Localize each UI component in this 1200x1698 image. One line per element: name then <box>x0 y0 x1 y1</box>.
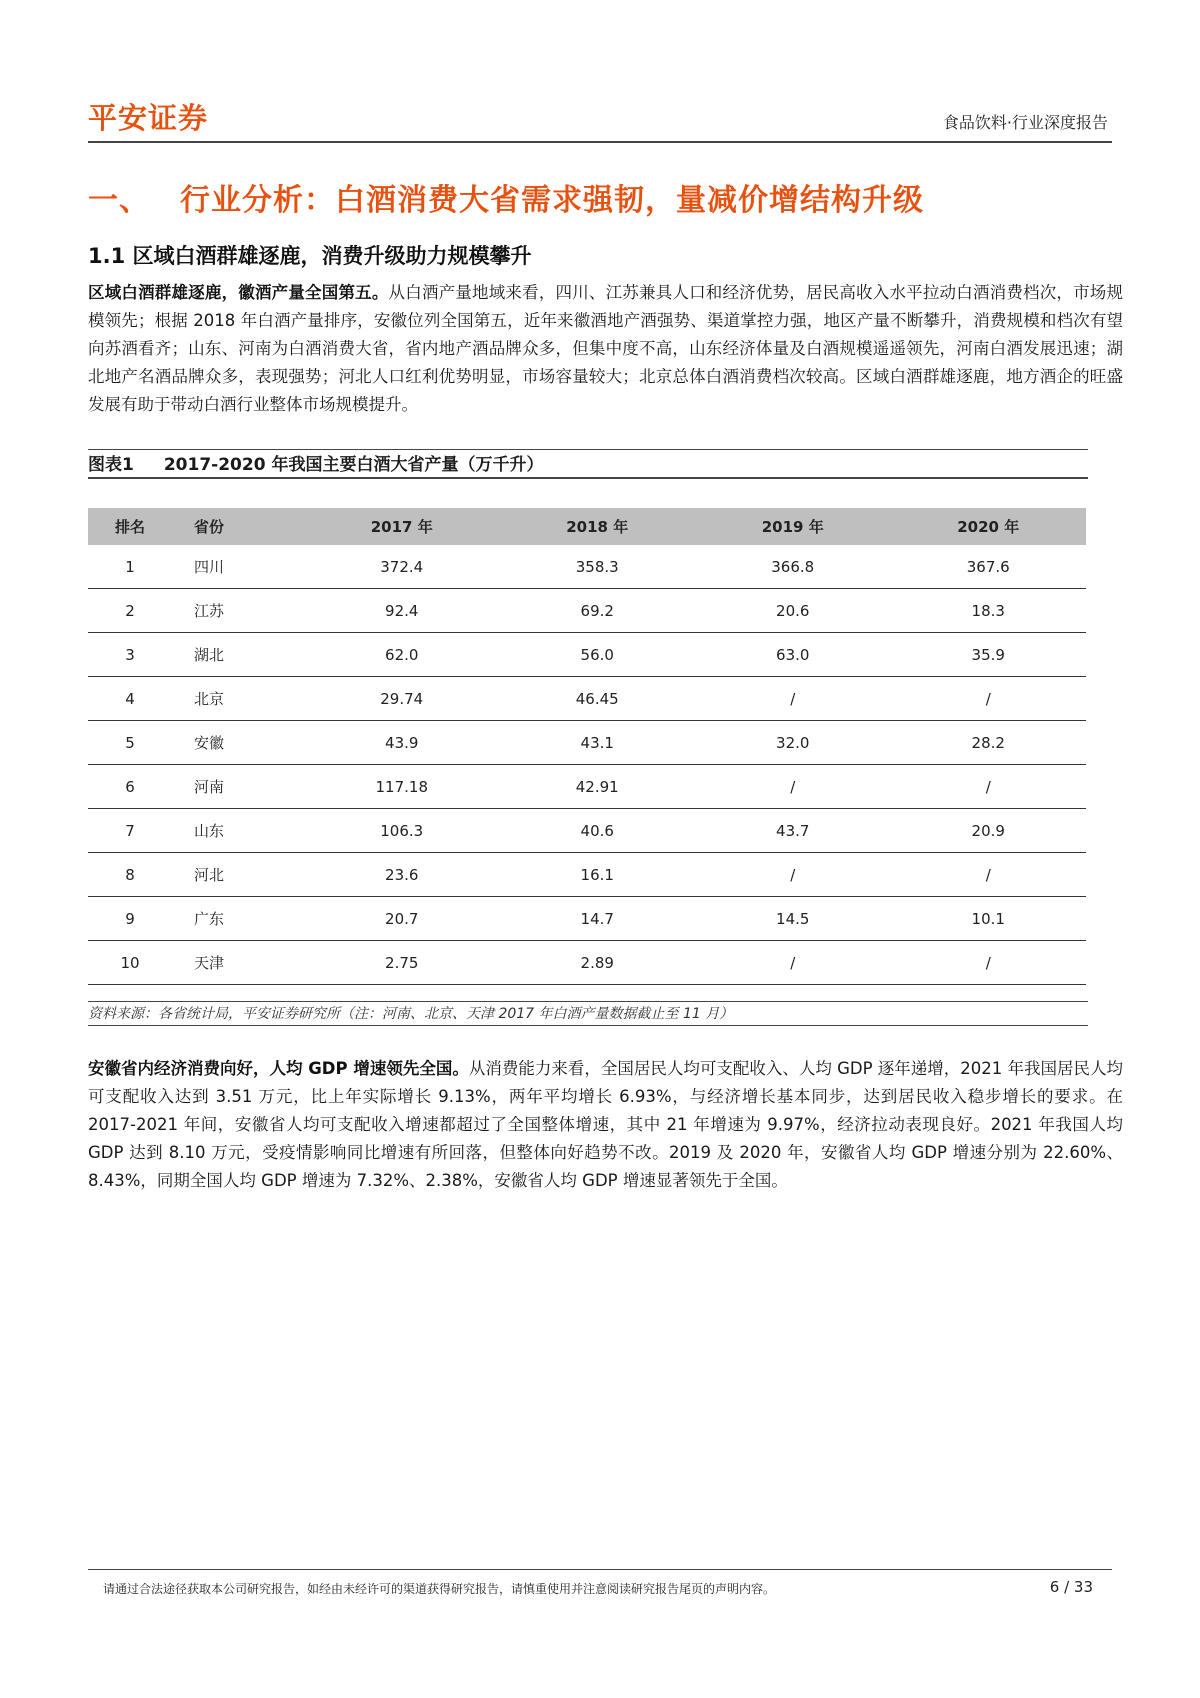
table-cell: 河北 <box>172 853 304 897</box>
column-header: 2017 年 <box>304 508 500 545</box>
column-header: 2020 年 <box>891 508 1087 545</box>
table-cell: 28.2 <box>891 721 1087 765</box>
paragraph-body: 从白酒产量地域来看，四川、江苏兼具人口和经济优势，居民高收入水平拉动白酒消费档次，市场规模领先；根据 2018 年白酒产量排序，安徽位列全国第五，近年来徽酒地产酒强势、渠道掌控力强，地区产量不断攀升，消费规模和档次有望向苏酒看齐；山东、河南为白酒消费大省，省内地产酒品牌众多，但集中度不高，山东经济体量及白酒规模遥遥领先，河南白酒发展迅速；湖北地产名酒品牌众多，表现强势；河北人口红利优势明显，市场容量较大；北京总体白酒消费档次较高。区域白酒群雄逐鹿，地方酒企的旺盛发展有助于带动白酒行业整体市场规模提升。 <box>88 283 1124 414</box>
table-cell: 2.75 <box>304 941 500 985</box>
report-category: 食品饮料·行业深度报告 <box>942 113 1108 132</box>
production-table <box>88 508 1086 985</box>
section-title: 行业分析：白酒消费大省需求强韧，量减价增结构升级 <box>180 183 924 218</box>
table-cell: 43.7 <box>695 809 891 853</box>
table-cell: 29.74 <box>304 677 500 721</box>
table-row <box>88 897 1086 941</box>
table-cell: 6 <box>88 765 172 809</box>
page-number: 6 / 33 <box>1049 1578 1093 1596</box>
table-cell: 20.6 <box>695 589 891 633</box>
table-row <box>88 633 1086 677</box>
table-cell: 32.0 <box>695 721 891 765</box>
table-cell: 16.1 <box>500 853 696 897</box>
table-cell: 湖北 <box>172 633 304 677</box>
table-cell: 117.18 <box>304 765 500 809</box>
column-header: 省份 <box>172 508 304 545</box>
table-cell: 63.0 <box>695 633 891 677</box>
table-cell: 北京 <box>172 677 304 721</box>
table-cell: 23.6 <box>304 853 500 897</box>
table-cell: 14.7 <box>500 897 696 941</box>
table-cell: 18.3 <box>891 589 1087 633</box>
table-cell: 43.1 <box>500 721 696 765</box>
table-cell: 天津 <box>172 941 304 985</box>
table-cell: / <box>695 941 891 985</box>
figure-title: 2017-2020 年我国主要白酒大省产量（万千升） <box>163 455 544 475</box>
table-cell: 40.6 <box>500 809 696 853</box>
table-cell: 10.1 <box>891 897 1087 941</box>
table-cell: 2 <box>88 589 172 633</box>
table-row <box>88 809 1086 853</box>
figure-caption <box>88 449 1088 479</box>
table-cell: 广东 <box>172 897 304 941</box>
table-cell: / <box>695 677 891 721</box>
paragraph-lead: 安徽省内经济消费向好，人均 GDP 增速领先全国。 <box>88 1059 469 1078</box>
table-row <box>88 589 1086 633</box>
table-cell: / <box>891 677 1087 721</box>
table-cell: 1 <box>88 545 172 589</box>
company-logo: 平安证券 <box>88 101 209 135</box>
table-cell: 20.9 <box>891 809 1087 853</box>
figure-number: 图表1 <box>88 455 134 475</box>
table-cell: 河南 <box>172 765 304 809</box>
column-header: 2018 年 <box>500 508 696 545</box>
table-cell: 14.5 <box>695 897 891 941</box>
table-cell: 20.7 <box>304 897 500 941</box>
table-cell: 10 <box>88 941 172 985</box>
table-row <box>88 853 1086 897</box>
table-cell: 43.9 <box>304 721 500 765</box>
paragraph-anhui-economy <box>88 1055 1123 1195</box>
table-cell: / <box>695 853 891 897</box>
table-header-row <box>88 508 1086 545</box>
table-cell: 367.6 <box>891 545 1087 589</box>
footer-disclaimer: 请通过合法途径获取本公司研究报告，如经由未经许可的渠道获得研究报告，请慎重使用并注意阅读研究报告尾页的声明内容。 <box>103 1582 776 1596</box>
table-cell: 62.0 <box>304 633 500 677</box>
table-cell: 江苏 <box>172 589 304 633</box>
table-cell: / <box>891 941 1087 985</box>
table-cell: / <box>695 765 891 809</box>
table-cell: 安徽 <box>172 721 304 765</box>
table-cell: 106.3 <box>304 809 500 853</box>
table-cell: / <box>891 765 1087 809</box>
paragraph-regional-baijiu <box>88 279 1123 419</box>
table-cell: 35.9 <box>891 633 1087 677</box>
table-cell: 56.0 <box>500 633 696 677</box>
table-cell: 366.8 <box>695 545 891 589</box>
table-cell: 92.4 <box>304 589 500 633</box>
table-cell: 8 <box>88 853 172 897</box>
table-row <box>88 545 1086 589</box>
table-cell: 2.89 <box>500 941 696 985</box>
table-row <box>88 721 1086 765</box>
table-cell: 372.4 <box>304 545 500 589</box>
table-cell: 7 <box>88 809 172 853</box>
table-cell: 9 <box>88 897 172 941</box>
table-row <box>88 765 1086 809</box>
subsection-heading: 1.1 区域白酒群雄逐鹿，消费升级助力规模攀升 <box>88 244 532 268</box>
table-cell: 42.91 <box>500 765 696 809</box>
table-cell: 四川 <box>172 545 304 589</box>
column-header: 排名 <box>88 508 172 545</box>
paragraph-body: 从消费能力来看，全国居民人均可支配收入、人均 GDP 逐年递增，2021 年我国居民人均可支配收入达到 3.51 万元，比上年实际增长 9.13%，两年平均增长 6.93%，与经济增长基本同步，达到居民收入稳步增长的要求。在 2017-2021 年间，安徽省人均可支配收入增速都超过了全国整体增速，其中 21 年增速为 9.97%，经济拉动表现良好。2021 年我国人均 GDP 达到 8.10 万元，受疫情影响同比增速有所回落，但整体向好趋势不改。2019 及 2020 年，安徽省人均 GDP 增速分别为 22.60%、8.43%，同期全国人均 GDP 增速为 7.32%、2.38%，安徽省人均 GDP 增速显著领先于全国。 <box>88 1059 1123 1190</box>
table-row <box>88 677 1086 721</box>
table-cell: 358.3 <box>500 545 696 589</box>
figure-source: 资料来源：各省统计局，平安证券研究所（注：河南、北京、天津 2017 年白酒产量数据截止至 11 月） <box>88 1001 1088 1026</box>
column-header: 2019 年 <box>695 508 891 545</box>
table-row <box>88 941 1086 985</box>
paragraph-lead: 区域白酒群雄逐鹿，徽酒产量全国第五。 <box>88 283 389 302</box>
section-number: 一、 <box>88 183 150 218</box>
table-cell: 69.2 <box>500 589 696 633</box>
section-heading <box>88 175 924 219</box>
footer-divider <box>88 1569 1112 1570</box>
table-cell: 5 <box>88 721 172 765</box>
header-divider <box>88 141 1112 143</box>
table-cell: 4 <box>88 677 172 721</box>
table-cell: / <box>891 853 1087 897</box>
table-cell: 山东 <box>172 809 304 853</box>
table-cell: 3 <box>88 633 172 677</box>
table-cell: 46.45 <box>500 677 696 721</box>
